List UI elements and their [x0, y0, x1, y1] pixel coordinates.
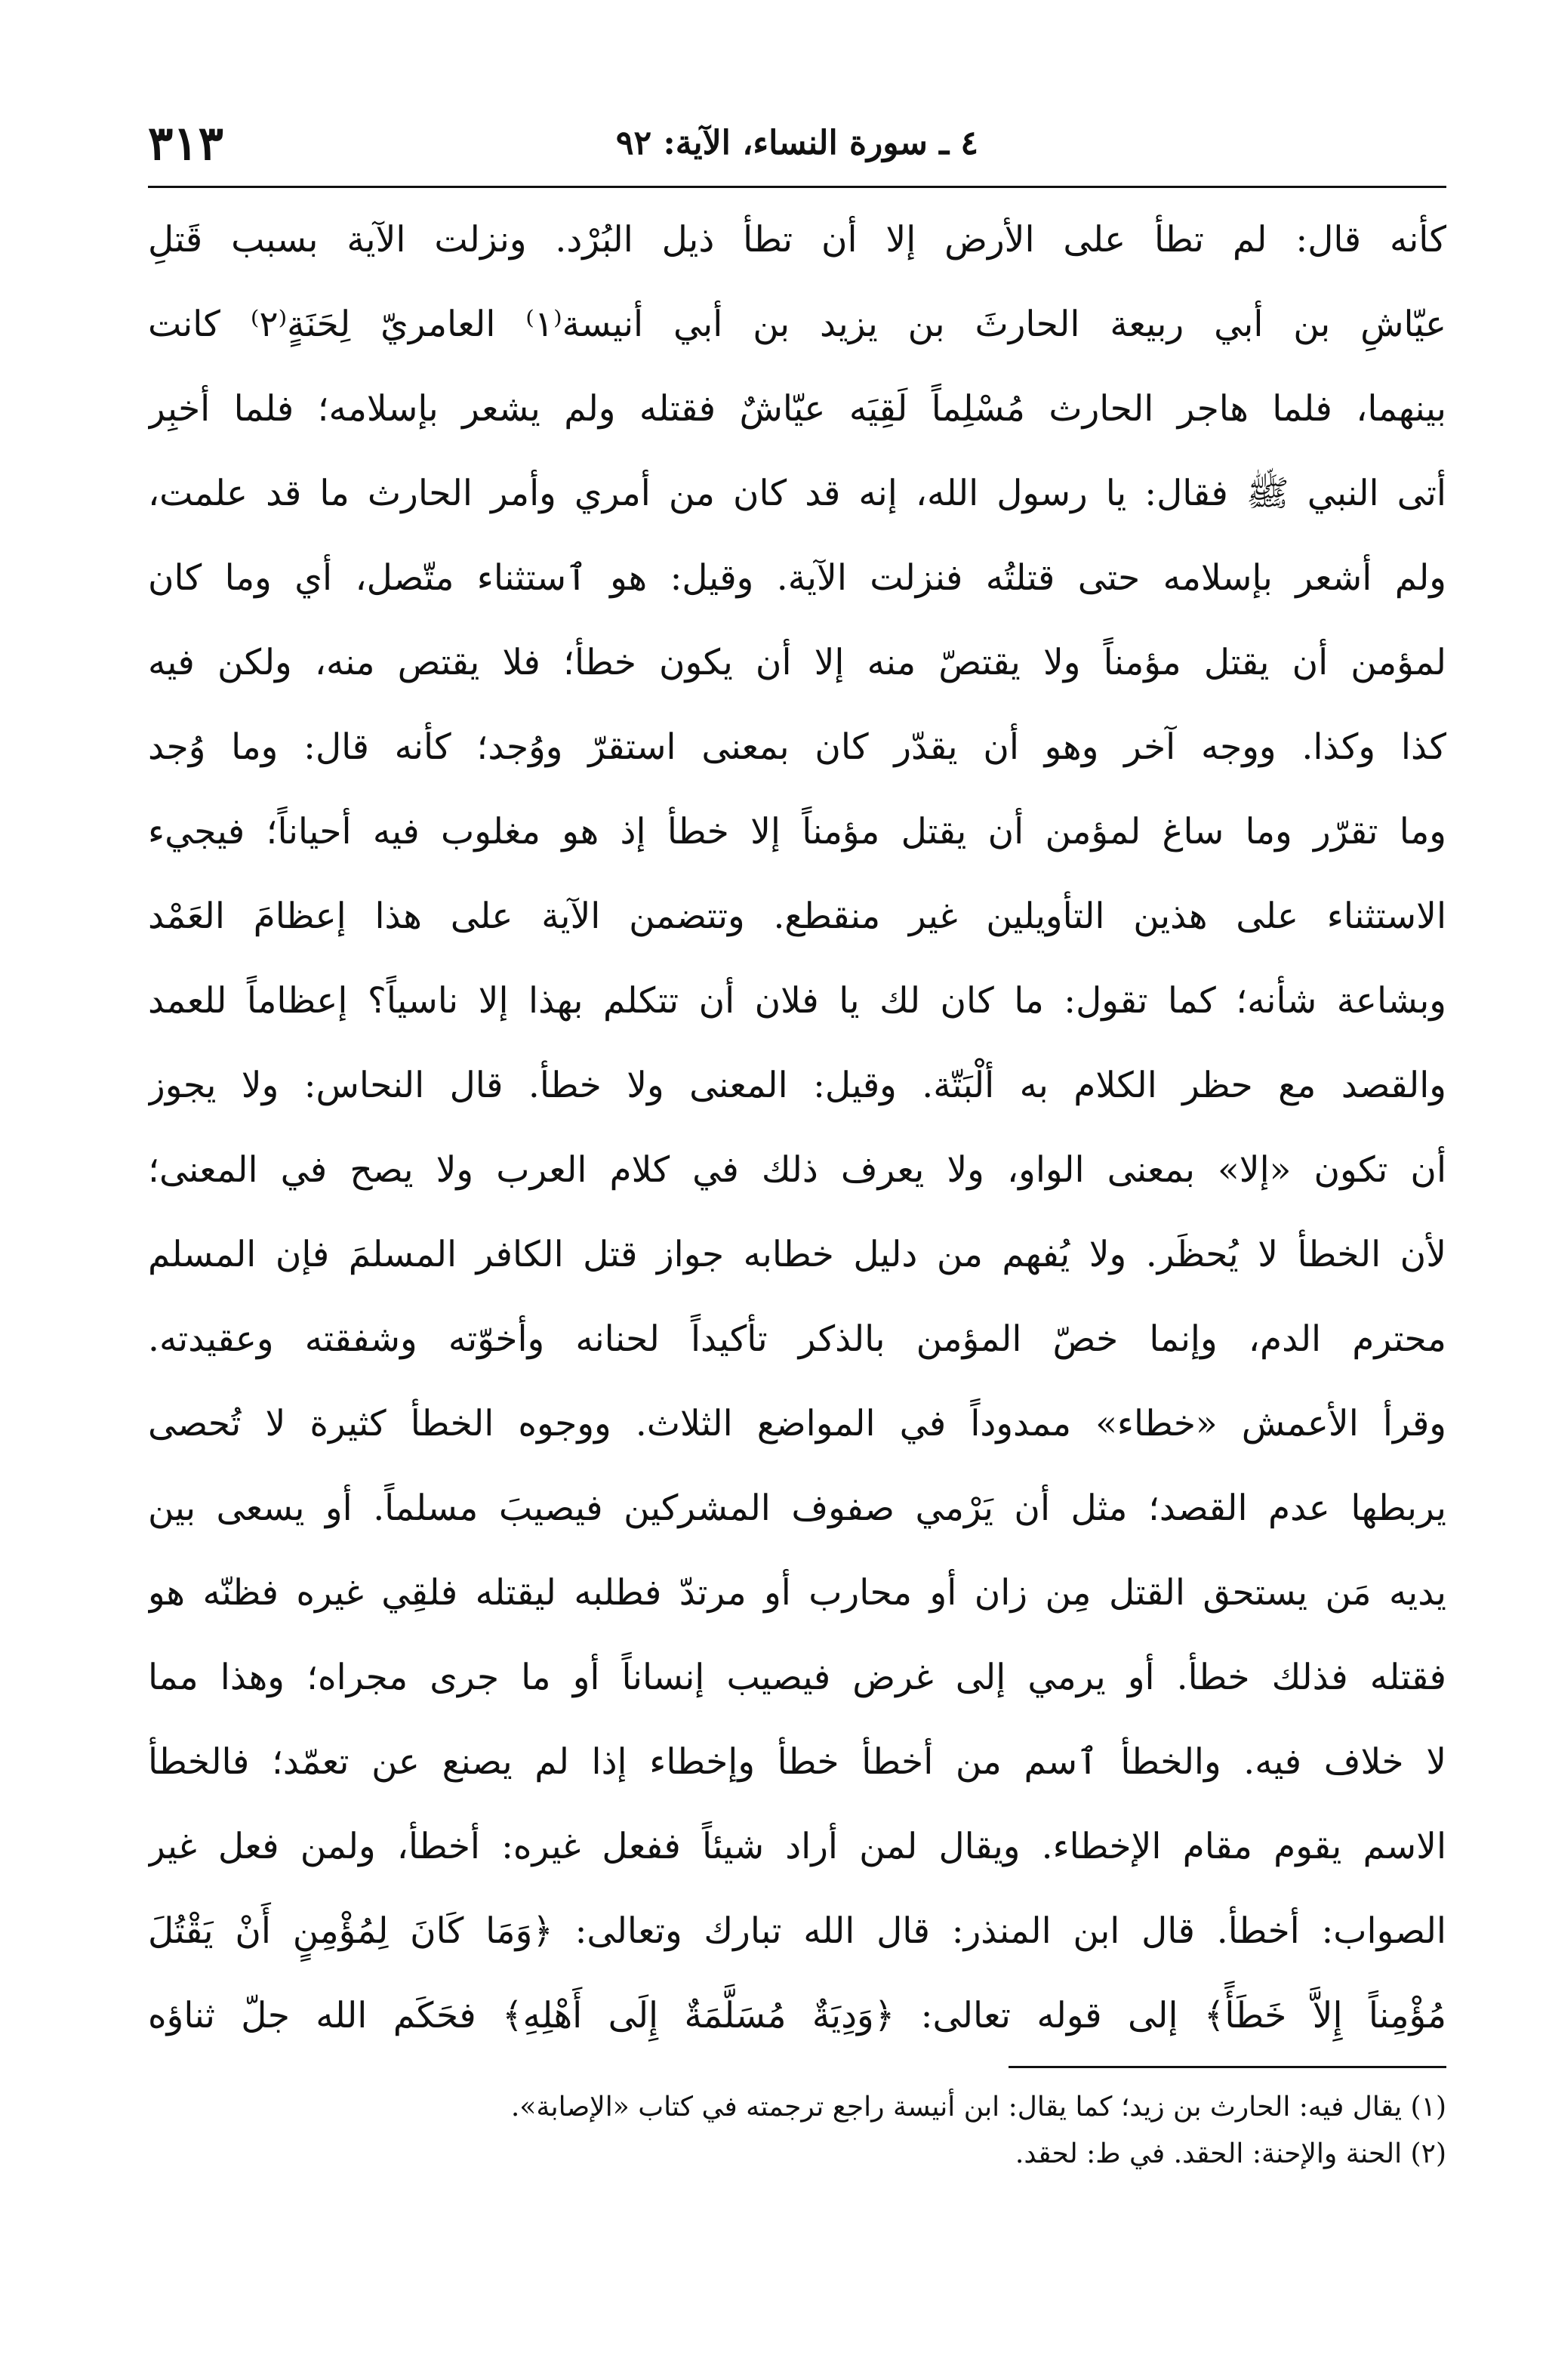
body-line: وما تقرّر وما ساغ لمؤمن أن يقتل مؤمناً إلا خطأ إذ هو مغلوب فيه أحياناً؛ فيجيء — [148, 811, 1446, 852]
body-line: لا خلاف فيه. والخطأ ٱسم من أخطأ خطأ وإخطاء إذا لم يصنع عن تعمّد؛ فالخطأ — [148, 1741, 1446, 1783]
body-line: مُؤْمِناً إِلاَّ خَطَأً﴾ إلى قوله تعالى: ﴿وَدِيَةٌ مُسَلَّمَةٌ إِلَى أَهْلِهِ﴾ فحَكَم الله جلّ ثناؤه — [148, 1995, 1446, 2036]
body-line: يربطها عدم القصد؛ مثل أن يَرْمي صفوف المشركين فيصيبَ مسلماً. أو يسعى بين — [148, 1488, 1446, 1529]
body-line: يديه مَن يستحق القتل مِن زان أو محارب أو مرتدّ فطلبه ليقتله فلقِي غيره فظنّه هو — [148, 1572, 1446, 1614]
body-line: الصواب: أخطأ. قال ابن المنذر: قال الله تبارك وتعالى: ﴿وَمَا كَانَ لِمُؤْمِنٍ أَنْ يَقْتُلَ — [148, 1910, 1446, 1952]
footnote-rule — [1009, 2066, 1446, 2068]
body-line: والقصد مع حظر الكلام به ألْبَتّة. وقيل: المعنى ولا خطأ. قال النحاس: ولا يجوز — [148, 1065, 1446, 1106]
footnote-1: (١) يقال فيه: الحارث بن زيد؛ كما يقال: ابن أنيسة راجع ترجمته في كتاب «الإصابة». — [510, 2092, 1446, 2123]
body-line: الاسم يقوم مقام الإخطاء. ويقال لمن أراد شيئاً ففعل غيره: أخطأ، ولمن فعل غير — [148, 1826, 1446, 1867]
page-number: ٣١٣ — [148, 116, 223, 171]
body-line: وبشاعة شأنه؛ كما تقول: ما كان لك يا فلان أن تتكلم بهذا إلا ناسياً؟ إعظاماً للعمد — [148, 980, 1446, 1022]
body-line: كأنه قال: لم تطأ على الأرض إلا أن تطأ ذيل البُرْد. ونزلت الآية بسبب قَتلِ — [148, 219, 1446, 261]
body-line: ولم أشعر بإسلامه حتى قتلتُه فنزلت الآية. وقيل: هو ٱستثناء متّصل، أي وما كان — [148, 557, 1446, 599]
body-line: أتى النبي ﷺ فقال: يا رسول الله، إنه قد كان من أمري وأمر الحارث ما قد علمت، — [148, 473, 1446, 514]
body-line: لأن الخطأ لا يُحظَر. ولا يُفهم من دليل خطابه جواز قتل الكافر المسلمَ فإن المسلم — [148, 1234, 1446, 1275]
body-line: كذا وكذا. ووجه آخر وهو أن يقدّر كان بمعنى استقرّ ووُجد؛ كأنه قال: وما وُجد — [148, 726, 1446, 768]
body-line: عيّاشِ بن أبي ربيعة الحارثَ بن يزيد بن أبي أنيسة⁽١⁾ العامريّ لِحَنَةٍ⁽٢⁾ كانت — [148, 304, 1446, 345]
body-line: بينهما، فلما هاجر الحارث مُسْلِماً لَقِيَه عيّاشٌ فقتله ولم يشعر بإسلامه؛ فلما أخبِر — [148, 388, 1446, 430]
body-line: لمؤمن أن يقتل مؤمناً ولا يقتصّ منه إلا أن يكون خطأ؛ فلا يقتص منه، ولكن فيه — [148, 642, 1446, 683]
page-header — [148, 113, 1446, 174]
running-title: ٤ ـ سورة النساء، الآية: ٩٢ — [615, 124, 979, 162]
body-line: محترم الدم، وإنما خصّ المؤمن بالذكر تأكيداً لحنانه وأخوّته وشفقته وعقيدته. — [148, 1318, 1446, 1360]
body-line: وقرأ الأعمش «خطاء» ممدوداً في المواضع الثلاث. ووجوه الخطأ كثيرة لا تُحصى — [148, 1403, 1446, 1444]
body-line: فقتله فذلك خطأ. أو يرمي إلى غرض فيصيب إنساناً أو ما جرى مجراه؛ وهذا مما — [148, 1657, 1446, 1698]
footnote-2: (٢) الحنة والإحنة: الحقد. في ط: لحقد. — [1015, 2138, 1446, 2169]
body-text — [148, 198, 1446, 2058]
header-rule — [148, 186, 1446, 188]
body-line: الاستثناء على هذين التأويلين غير منقطع. وتتضمن الآية على هذا إعظامَ العَمْد — [148, 896, 1446, 937]
footnotes — [148, 2084, 1446, 2178]
body-line: أن تكون «إلا» بمعنى الواو، ولا يعرف ذلك في كلام العرب ولا يصح في المعنى؛ — [148, 1149, 1446, 1191]
